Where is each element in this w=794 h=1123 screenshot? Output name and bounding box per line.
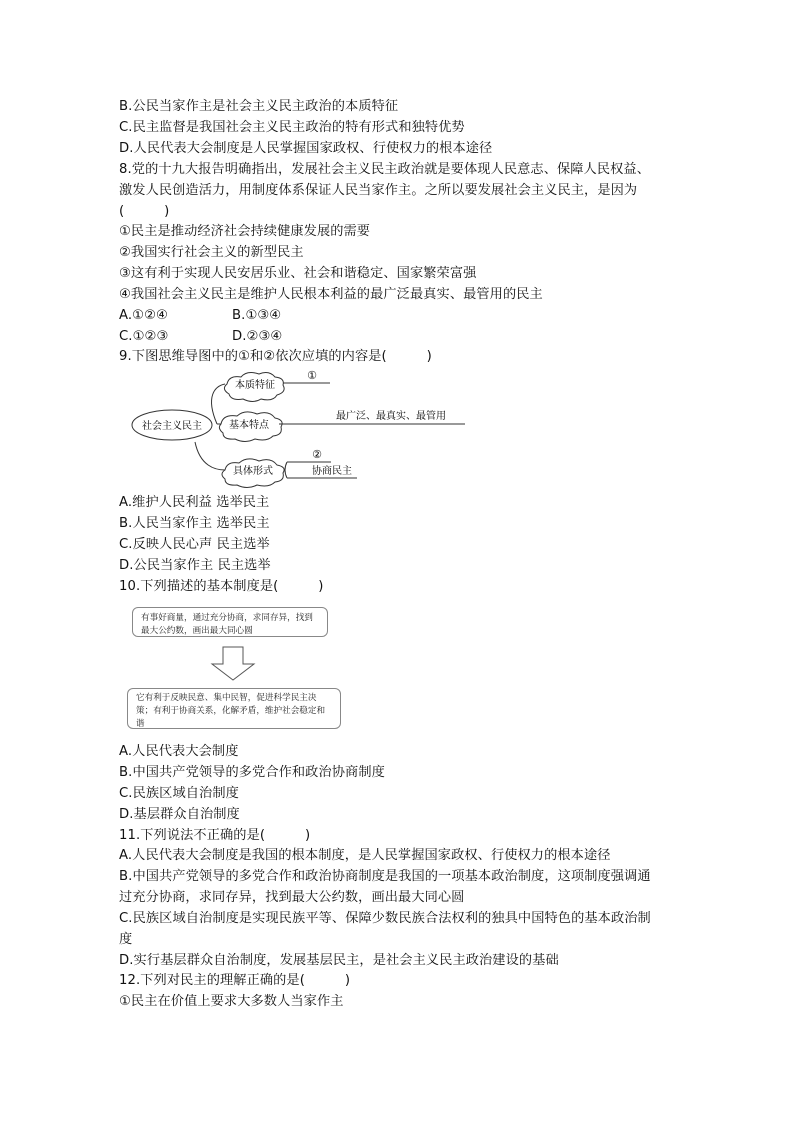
- mind-map-diagram: [125, 366, 475, 490]
- q11-option-a: A.人民代表大会制度是我国的根本制度，是人民掌握国家政权、行使权力的根本途径: [119, 848, 611, 863]
- trait-text: 最广泛、最真实、最管用: [336, 411, 446, 422]
- blank2-marker: ②: [312, 448, 322, 461]
- q12-statement-1: ①民主在价值上要求大多数人当家作主: [119, 994, 344, 1009]
- q8-option-d: D.②③④: [232, 329, 283, 344]
- node-essential-feature: [224, 373, 284, 402]
- q9-option-c: C.反映人民心声 民主选举: [119, 537, 270, 552]
- node2-label: 基本特点: [229, 420, 269, 431]
- q8-statement-3: ③这有利于实现人民安居乐业、社会和谐稳定、国家繁荣富强: [119, 266, 477, 281]
- node3-label: 具体形式: [233, 466, 273, 477]
- node-specific-form: [222, 459, 284, 488]
- q10-top-box: 有事好商量，通过充分协商，求同存异，找到最大公约数，画出最大同心圆: [132, 607, 328, 637]
- q11-option-d: D.实行基层群众自治制度，发展基层民主，是社会主义民主政治建设的基础: [119, 953, 559, 968]
- q12-stem: 12.下列对民主的理解正确的是( ): [119, 973, 351, 988]
- form-text: 协商民主: [312, 466, 352, 477]
- q8-answer-paren: ( ): [119, 204, 170, 219]
- q9-option-a: A.维护人民利益 选举民主: [119, 495, 270, 510]
- q10-option-c: C.民族区域自治制度: [119, 786, 239, 801]
- q8-option-c: C.①②③: [119, 329, 169, 344]
- q7-option-b: B.公民当家作主是社会主义民主政治的本质特征: [119, 99, 399, 114]
- q10-stem: 10.下列描述的基本制度是( ): [119, 579, 324, 594]
- q7-option-d: D.人民代表大会制度是人民掌握国家政权、行使权力的根本途径: [119, 141, 493, 156]
- down-arrow-icon: [210, 646, 256, 682]
- center-node-label: 社会主义民主: [142, 421, 202, 432]
- node-basic-trait: [219, 412, 282, 442]
- q8-option-a: A.①②④: [119, 308, 168, 323]
- q11-option-b-line1: B.中国共产党领导的多党合作和政治协商制度是我国的一项基本政治制度，这项制度强调通: [119, 869, 651, 884]
- q9-stem: 9.下图思维导图中的①和②依次应填的内容是( ): [119, 349, 432, 364]
- q9-option-d: D.公民当家作主 民主选举: [119, 558, 271, 573]
- q8-statement-1: ①民主是推动经济社会持续健康发展的需要: [119, 224, 371, 239]
- q11-option-c-line1: C.民族区域自治制度是实现民族平等、保障少数民族合法权利的独具中国特色的基本政治制: [119, 911, 651, 926]
- q10-option-a: A.人民代表大会制度: [119, 744, 239, 759]
- node1-label: 本质特征: [235, 380, 275, 391]
- q10-option-d: D.基层群众自治制度: [119, 807, 240, 822]
- q8-option-b: B.①③④: [232, 308, 282, 323]
- q11-option-c-line2: 度: [119, 932, 133, 947]
- q8-statement-4: ④我国社会主义民主是维护人民根本利益的最广泛最真实、最管用的民主: [119, 287, 543, 302]
- q8-statement-2: ②我国实行社会主义的新型民主: [119, 245, 304, 260]
- q10-bottom-box: 它有利于反映民意、集中民智，促进科学民主决策；有利于协商关系，化解矛盾，维护社会稳定和谐: [127, 688, 341, 729]
- q8-stem-line2: 激发人民创造活力，用制度体系保证人民当家作主。之所以要发展社会主义民主，是因为: [119, 183, 638, 198]
- q11-option-b-line2: 过充分协商，求同存异，找到最大公约数，画出最大同心圆: [119, 890, 465, 905]
- blank1-marker: ①: [307, 369, 317, 382]
- q9-option-b: B.人民当家作主 选举民主: [119, 516, 270, 531]
- q8-stem-line1: 8.党的十九大报告明确指出，发展社会主义民主政治就是要体现人民意志、保障人民权益、: [119, 162, 650, 177]
- q10-option-b: B.中国共产党领导的多党合作和政治协商制度: [119, 765, 385, 780]
- q11-stem: 11.下列说法不正确的是( ): [119, 828, 311, 843]
- q7-option-c: C.民主监督是我国社会主义民主政治的特有形式和独特优势: [119, 120, 465, 135]
